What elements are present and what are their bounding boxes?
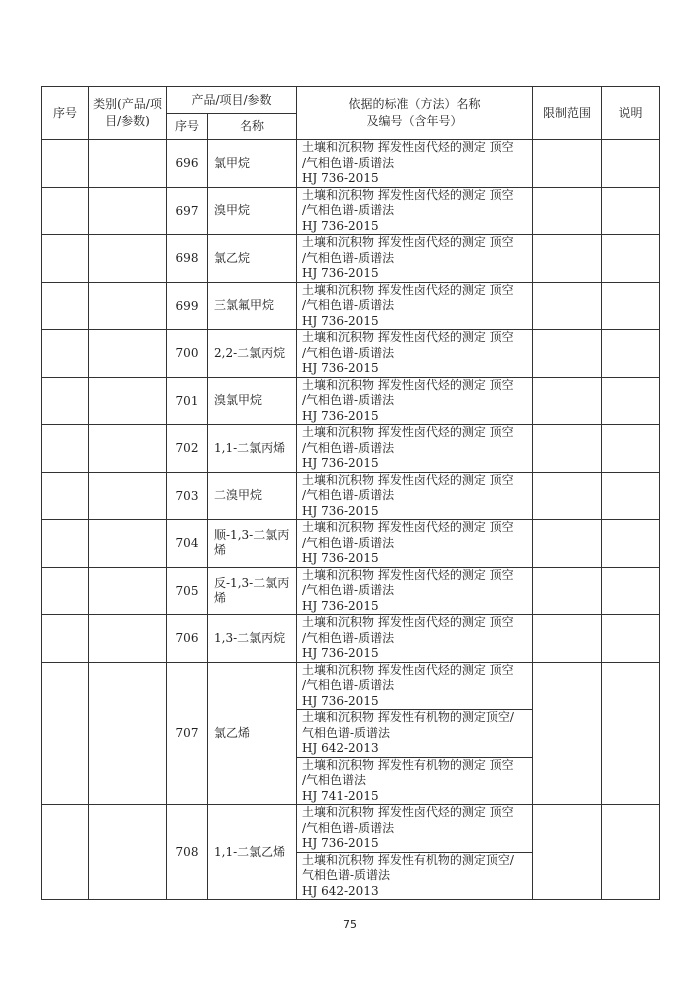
item-name: 顺-1,3-二氯丙烯 — [208, 520, 297, 568]
standard-line: /气相色谱-质谱法 — [302, 820, 395, 835]
standard-line: 土壤和沉积物 挥发性卤代烃的测定 顶空 — [302, 187, 514, 202]
limit-cell — [533, 662, 602, 805]
table-row — [42, 425, 660, 473]
standard-cell — [297, 520, 533, 568]
seq-cell — [42, 140, 89, 188]
standard-cell — [297, 425, 533, 473]
limit-cell — [533, 472, 602, 520]
limit-cell — [533, 377, 602, 425]
standard-line: 土壤和沉积物 挥发性有机物的测定顶空/ — [302, 710, 514, 724]
standard-cell — [297, 140, 533, 188]
standard-line: /气相色谱-质谱法 — [302, 203, 395, 217]
limit-cell — [533, 282, 602, 330]
seq-cell — [42, 425, 89, 473]
table-row — [42, 140, 660, 188]
limit-cell — [533, 615, 602, 663]
standard-cell — [297, 282, 533, 330]
standard-line: 土壤和沉积物 挥发性卤代烃的测定 顶空 — [302, 140, 514, 154]
seq-cell — [42, 567, 89, 615]
note-cell — [602, 330, 660, 378]
table-row — [42, 805, 660, 853]
standard-line: 土壤和沉积物 挥发性卤代烃的测定 顶空 — [302, 615, 514, 629]
standard-line: /气相色谱-质谱法 — [302, 155, 395, 170]
seq-cell — [42, 472, 89, 520]
standard-line: /气相色谱-质谱法 — [302, 250, 395, 265]
standard-line: HJ 642-2013 — [302, 883, 379, 898]
note-cell — [602, 662, 660, 805]
note-cell — [602, 187, 660, 235]
category-cell — [89, 615, 167, 663]
standard-line: HJ 736-2015 — [302, 361, 379, 375]
seq-cell — [42, 377, 89, 425]
standard-cell — [297, 710, 533, 758]
note-cell — [602, 140, 660, 188]
standard-line: 土壤和沉积物 挥发性卤代烃的测定 顶空 — [302, 472, 514, 487]
item-name: 1,1-二氯丙烯 — [208, 425, 297, 473]
category-cell — [89, 425, 167, 473]
standard-line: HJ 736-2015 — [302, 218, 379, 233]
standard-line: 土壤和沉积物 挥发性卤代烃的测定 顶空 — [302, 567, 514, 582]
item-number: 707 — [167, 662, 208, 805]
table-row — [42, 330, 660, 378]
standard-line: 气相色谱-质谱法 — [302, 868, 391, 882]
item-number: 700 — [167, 330, 208, 378]
seq-cell — [42, 235, 89, 283]
standard-line: HJ 736-2015 — [302, 313, 379, 328]
standard-line: 土壤和沉积物 挥发性有机物的测定 顶空 — [302, 757, 514, 772]
note-cell — [602, 520, 660, 568]
standards-table — [41, 86, 660, 900]
page-number: 75 — [343, 918, 357, 931]
note-cell — [602, 235, 660, 283]
table-row — [42, 615, 660, 663]
item-name: 2,2-二氯丙烷 — [208, 330, 297, 378]
header-sub-name: 名称 — [208, 114, 297, 140]
standard-line: 土壤和沉积物 挥发性卤代烃的测定 顶空 — [302, 805, 514, 819]
item-number: 708 — [167, 805, 208, 900]
standard-line: 土壤和沉积物 挥发性卤代烃的测定 顶空 — [302, 235, 514, 249]
standard-line: HJ 736-2015 — [302, 408, 379, 423]
category-cell — [89, 662, 167, 805]
table-row — [42, 187, 660, 235]
item-number: 702 — [167, 425, 208, 473]
item-name: 溴氯甲烷 — [208, 377, 297, 425]
standard-line: 土壤和沉积物 挥发性有机物的测定顶空/ — [302, 852, 514, 867]
standard-line: HJ 736-2015 — [302, 266, 379, 280]
limit-cell — [533, 330, 602, 378]
limit-cell — [533, 805, 602, 900]
category-cell — [89, 235, 167, 283]
category-cell — [89, 282, 167, 330]
standard-line: HJ 736-2015 — [302, 836, 379, 850]
standard-line: 气相色谱-质谱法 — [302, 725, 391, 740]
item-number: 703 — [167, 472, 208, 520]
standard-line: /气相色谱-质谱法 — [302, 345, 395, 360]
item-name: 氯乙烯 — [208, 662, 297, 805]
standard-line: /气相色谱-质谱法 — [302, 535, 395, 550]
standard-line: HJ 736-2015 — [302, 646, 379, 660]
standard-cell — [297, 852, 533, 900]
standard-line: /气相色谱-质谱法 — [302, 630, 395, 645]
table-row — [42, 377, 660, 425]
seq-cell — [42, 615, 89, 663]
category-cell — [89, 520, 167, 568]
standard-cell — [297, 235, 533, 283]
category-cell — [89, 805, 167, 900]
note-cell — [602, 615, 660, 663]
item-number: 698 — [167, 235, 208, 283]
header-limit: 限制范围 — [533, 87, 602, 140]
limit-cell — [533, 520, 602, 568]
item-name: 1,3-二氯丙烷 — [208, 615, 297, 663]
item-number: 704 — [167, 520, 208, 568]
item-name: 二溴甲烷 — [208, 472, 297, 520]
standard-cell — [297, 472, 533, 520]
note-cell — [602, 805, 660, 900]
standard-line: HJ 736-2015 — [302, 171, 379, 185]
standard-line: HJ 736-2015 — [302, 598, 379, 613]
item-number: 705 — [167, 567, 208, 615]
item-number: 706 — [167, 615, 208, 663]
item-name: 氯乙烷 — [208, 235, 297, 283]
standard-line: /气相色谱法 — [302, 773, 367, 787]
standard-line: /气相色谱-质谱法 — [302, 583, 395, 597]
item-number: 696 — [167, 140, 208, 188]
standard-cell — [297, 187, 533, 235]
standard-line: HJ 642-2013 — [302, 741, 379, 755]
table-row — [42, 662, 660, 710]
standard-line: HJ 736-2015 — [302, 503, 379, 518]
header-category: 类别(产品/项目/参数) — [89, 87, 167, 140]
seq-cell — [42, 330, 89, 378]
item-name: 1,1-二氯乙烯 — [208, 805, 297, 900]
standard-line: 土壤和沉积物 挥发性卤代烃的测定 顶空 — [302, 377, 514, 392]
table-row — [42, 282, 660, 330]
standard-line: 土壤和沉积物 挥发性卤代烃的测定 顶空 — [302, 662, 514, 677]
standard-line: /气相色谱-质谱法 — [302, 440, 395, 455]
standard-line: /气相色谱-质谱法 — [302, 393, 395, 407]
standard-cell — [297, 757, 533, 805]
table-row — [42, 520, 660, 568]
standard-line: /气相色谱-质谱法 — [302, 488, 395, 502]
item-name: 氯甲烷 — [208, 140, 297, 188]
seq-cell — [42, 662, 89, 805]
seq-cell — [42, 805, 89, 900]
standard-line: /气相色谱-质谱法 — [302, 298, 395, 312]
standard-line: 土壤和沉积物 挥发性卤代烃的测定 顶空 — [302, 520, 514, 534]
limit-cell — [533, 567, 602, 615]
seq-cell — [42, 282, 89, 330]
note-cell — [602, 567, 660, 615]
header-standard: 依据的标准（方法）名称 及编号（含年号） — [297, 87, 533, 140]
standard-line: /气相色谱-质谱法 — [302, 678, 395, 692]
table-row — [42, 567, 660, 615]
note-cell — [602, 377, 660, 425]
item-name: 三氯氟甲烷 — [208, 282, 297, 330]
header-seq: 序号 — [42, 87, 89, 140]
standard-cell — [297, 662, 533, 710]
note-cell — [602, 282, 660, 330]
standard-line: HJ 741-2015 — [302, 788, 379, 803]
header-product-group: 产品/项目/参数 — [167, 87, 297, 114]
item-number: 699 — [167, 282, 208, 330]
limit-cell — [533, 140, 602, 188]
item-name: 反-1,3-二氯丙烯 — [208, 567, 297, 615]
standard-cell — [297, 330, 533, 378]
standard-cell — [297, 615, 533, 663]
category-cell — [89, 567, 167, 615]
item-name: 溴甲烷 — [208, 187, 297, 235]
note-cell — [602, 472, 660, 520]
standard-line: HJ 736-2015 — [302, 693, 379, 708]
header-sub-seq: 序号 — [167, 114, 208, 140]
limit-cell — [533, 187, 602, 235]
category-cell — [89, 330, 167, 378]
limit-cell — [533, 235, 602, 283]
seq-cell — [42, 187, 89, 235]
table-row — [42, 472, 660, 520]
category-cell — [89, 472, 167, 520]
standard-line: 土壤和沉积物 挥发性卤代烃的测定 顶空 — [302, 330, 514, 344]
standard-cell — [297, 377, 533, 425]
standard-line: 土壤和沉积物 挥发性卤代烃的测定 顶空 — [302, 425, 514, 439]
table-row — [42, 235, 660, 283]
standard-line: 土壤和沉积物 挥发性卤代烃的测定 顶空 — [302, 282, 514, 297]
category-cell — [89, 140, 167, 188]
standard-line: HJ 736-2015 — [302, 456, 379, 470]
standard-cell — [297, 567, 533, 615]
note-cell — [602, 425, 660, 473]
category-cell — [89, 377, 167, 425]
category-cell — [89, 187, 167, 235]
limit-cell — [533, 425, 602, 473]
seq-cell — [42, 520, 89, 568]
standard-cell — [297, 805, 533, 853]
item-number: 697 — [167, 187, 208, 235]
header-note: 说明 — [602, 87, 660, 140]
item-number: 701 — [167, 377, 208, 425]
standard-line: HJ 736-2015 — [302, 551, 379, 565]
